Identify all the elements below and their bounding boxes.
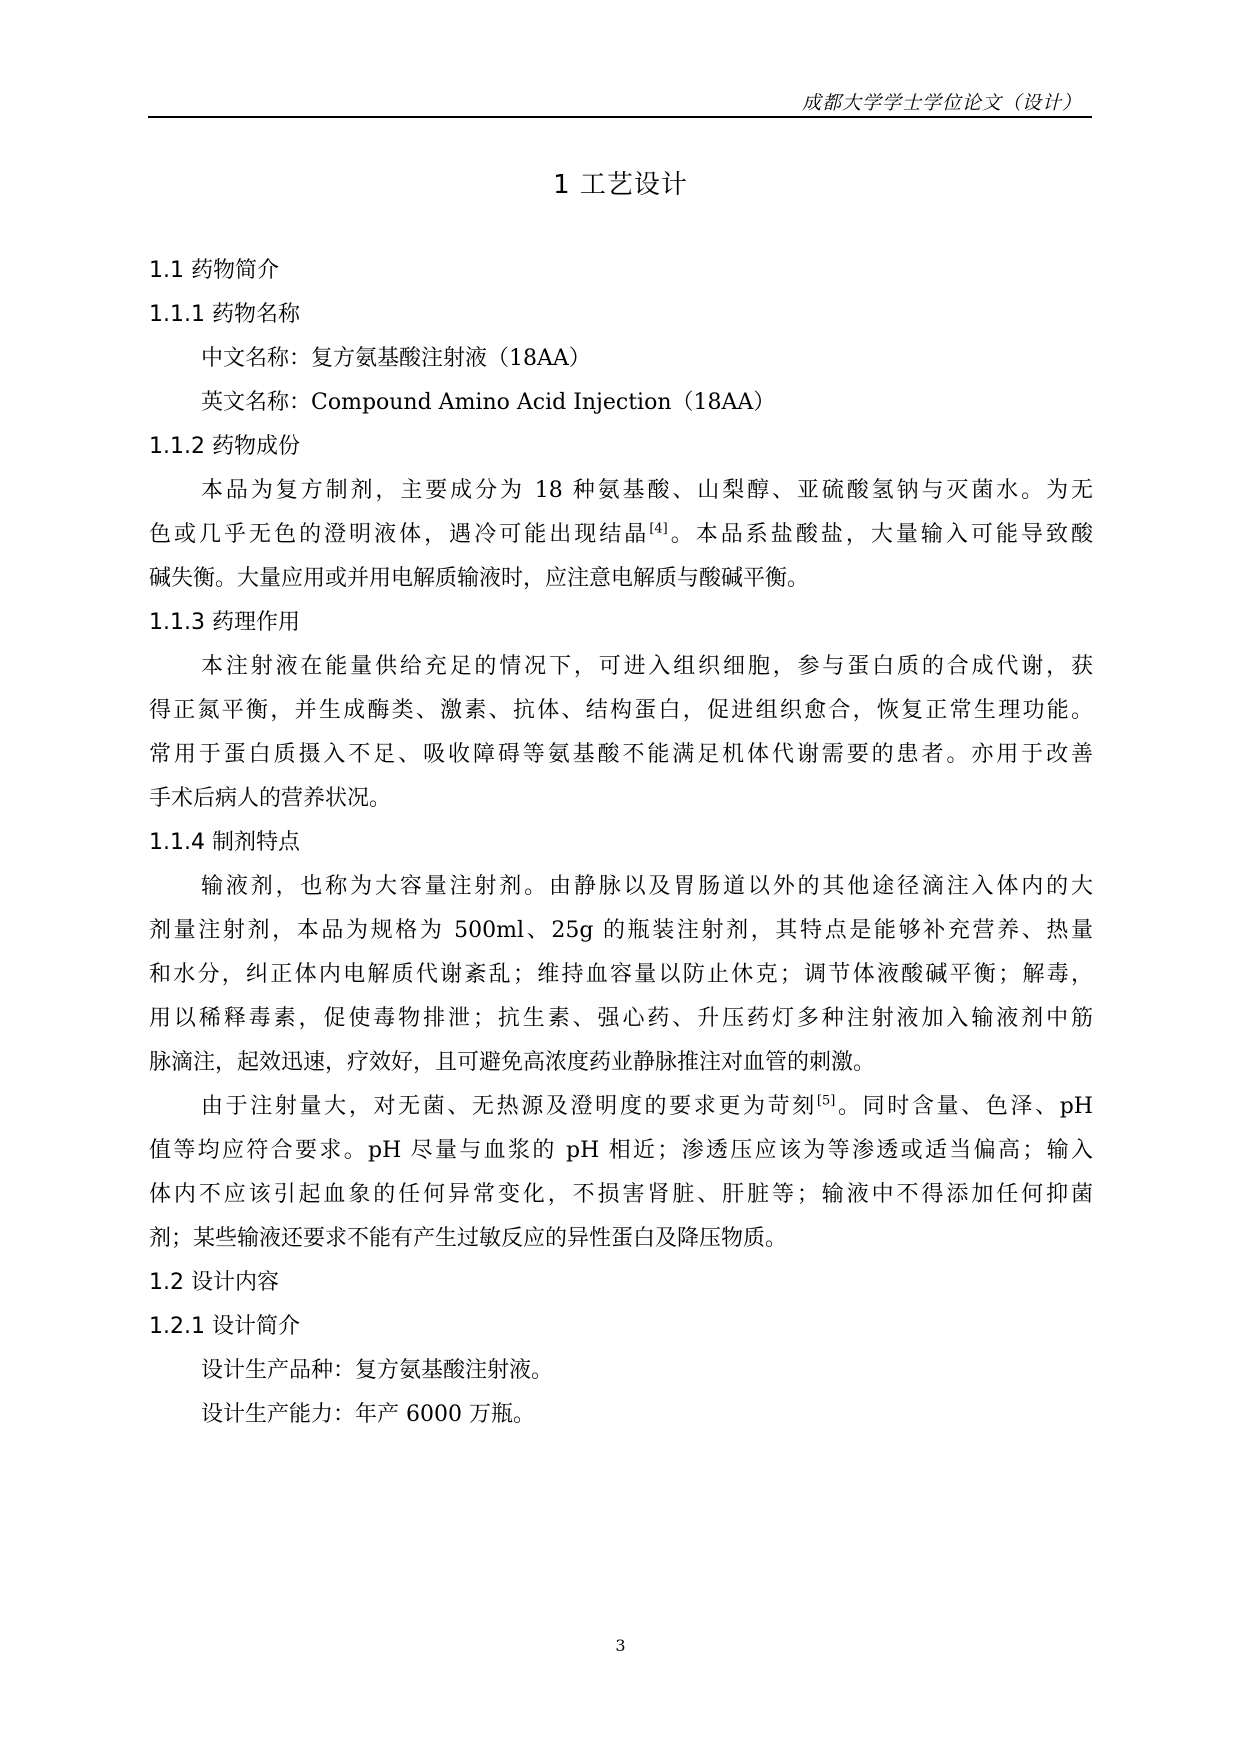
paragraph-line: 用以稀释毒素，促使毒物排泄；抗生素、强心药、升压药灯多种注射液加入输液剂中筋 (149, 1006, 1093, 1031)
paragraph-line: 剂量注射剂，本品为规格为 500ml、25g 的瓶装注射剂，其特点是能够补充营养、热量 (149, 918, 1093, 943)
design-capacity: 设计生产能力：年产 6000 万瓶。 (201, 1402, 535, 1427)
paragraph-line: 碱失衡。大量应用或并用电解质输液时，应注意电解质与酸碱平衡。 (149, 566, 810, 591)
paragraph-line: 手术后病人的营养状况。 (149, 786, 392, 811)
paragraph-line: 脉滴注，起效迅速，疗效好，且可避免高浓度药业静脉推注对血管的刺激。 (149, 1050, 876, 1075)
paragraph-line: 得正氮平衡，并生成酶类、激素、抗体、结构蛋白，促进组织愈合，恢复正常生理功能。 (149, 698, 1093, 723)
paragraph-line: 输液剂，也称为大容量注射剂。由静脉以及胃肠道以外的其他途径滴注入体内的大 (201, 874, 1093, 899)
english-name: 英文名称：Compound Amino Acid Injection（18AA） (201, 390, 776, 415)
heading-1-1-4: 1.1.4 制剂特点 (149, 830, 300, 855)
heading-1-2-1: 1.2.1 设计简介 (149, 1314, 300, 1339)
page-header (148, 86, 1092, 118)
paragraph-line: 剂；某些输液还要求不能有产生过敏反应的异性蛋白及降压物质。 (149, 1226, 788, 1251)
heading-1-2: 1.2 设计内容 (149, 1270, 279, 1295)
heading-1-1-2: 1.1.2 药物成份 (149, 434, 300, 459)
heading-1-1-3: 1.1.3 药理作用 (149, 610, 300, 635)
header-text: 成都大学学士学位论文（设计） (801, 92, 1082, 114)
paragraph-line: 色或几乎无色的澄明液体，遇冷可能出现结晶[4]。本品系盐酸盐，大量输入可能导致酸 (149, 521, 1093, 547)
chinese-name: 中文名称：复方氨基酸注射液（18AA） (201, 346, 591, 371)
paragraph-line: 体内不应该引起血象的任何异常变化，不损害肾脏、肝脏等；输液中不得添加任何抑菌 (149, 1182, 1093, 1207)
paragraph-line: 值等均应符合要求。pH 尽量与血浆的 pH 相近；渗透压应该为等渗透或适当偏高；输入 (149, 1138, 1093, 1163)
page-number: 3 (615, 1636, 626, 1655)
design-product: 设计生产品种：复方氨基酸注射液。 (201, 1358, 554, 1383)
paragraph-line: 本注射液在能量供给充足的情况下，可进入组织细胞，参与蛋白质的合成代谢，获 (201, 654, 1093, 679)
paragraph-line: 常用于蛋白质摄入不足、吸收障碍等氨基酸不能满足机体代谢需要的患者。亦用于改善 (149, 742, 1093, 767)
chapter-title: 1 工艺设计 (553, 170, 688, 200)
paragraph-line: 由于注射量大，对无菌、无热源及澄明度的要求更为苛刻[5]。同时含量、色泽、pH (201, 1093, 1093, 1119)
paragraph-line: 本品为复方制剂，主要成分为 18 种氨基酸、山梨醇、亚硫酸氢钠与灭菌水。为无 (201, 478, 1093, 503)
heading-1-1-1: 1.1.1 药物名称 (149, 302, 300, 327)
citation-ref: [4] (649, 521, 668, 537)
paragraph-line: 和水分，纠正体内电解质代谢紊乱；维持血容量以防止休克；调节体液酸碱平衡；解毒， (149, 962, 1093, 987)
citation-ref: [5] (816, 1093, 836, 1109)
heading-1-1: 1.1 药物简介 (149, 258, 279, 283)
